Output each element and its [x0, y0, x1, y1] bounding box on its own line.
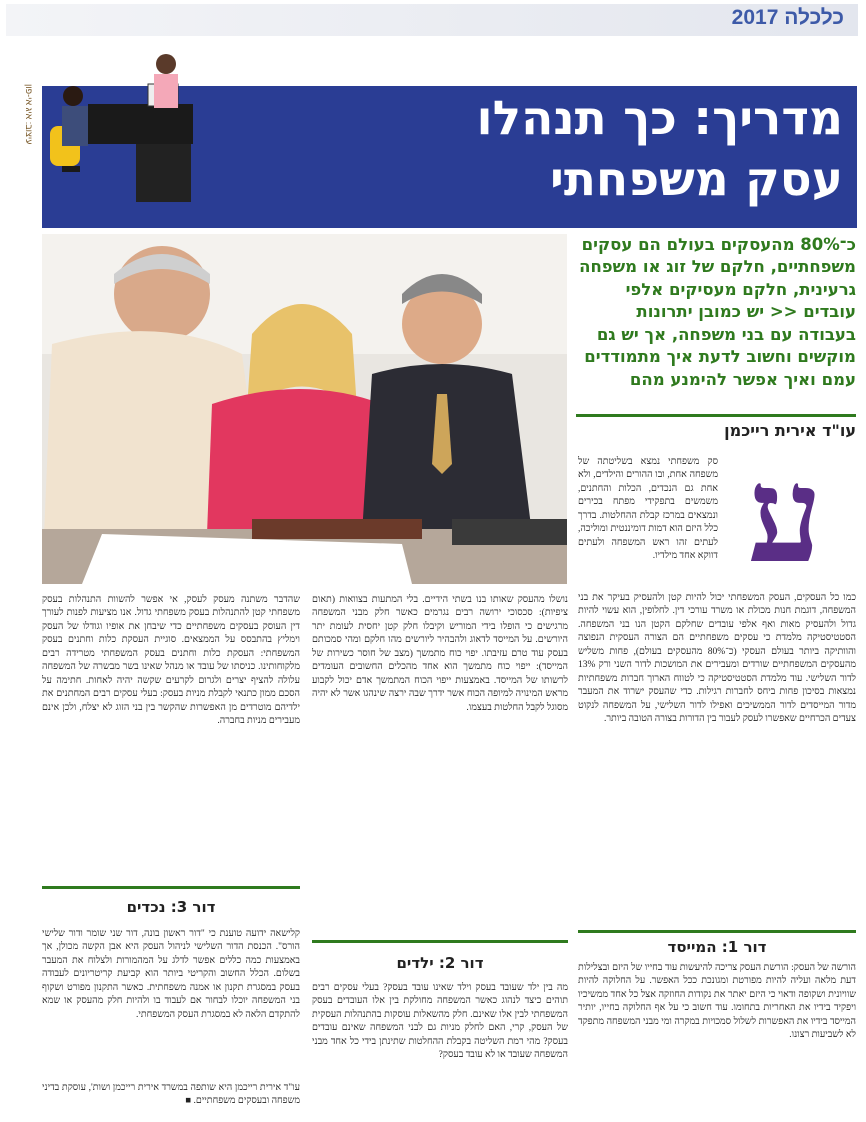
- desk-illustration: [48, 44, 198, 204]
- vertical-credit: עיצוב: איג אי-פון: [24, 84, 34, 145]
- article-photo: [42, 234, 567, 584]
- gen3-heading: [42, 898, 300, 916]
- gen2-title: דור 2: ילדים: [396, 954, 484, 972]
- gen1-text: הורשה של העסק: הורשת העסק צריכה להיעשות עוד בחייו של היזם ובצלילות דעת מלאה ועליה להיות מפורטת ומגונכת ככל האפשר. על החלוקה להיות שוויונית ושקופה ודאוי כי היזם יאתר את נקודות החוזקה אצל כל אחד ממשיכיו ויפקיד בידיו את האחריות בתחומו. עוד חשוב כי על אף החלוקה בחייו, יותיר המייסד בידיו את האפשרות לשלול סמכויות במקרה ומי מבני המשפחה מתפקד לא לשביעות רצונו.: [578, 963, 856, 1041]
- gen2-heading: [312, 954, 568, 972]
- drop-cap: ע: [747, 438, 823, 593]
- headline: [243, 88, 843, 210]
- gen1-title: דור 1: המייסד: [667, 938, 767, 956]
- gen2-rule: [312, 940, 568, 943]
- right-column-text: כמו כל העסקים, העסק המשפחתי יכול להיות קטן ולהעסיק בעיקר את בני המשפחה, דוגמת חנות מכולת או משרד עורכי דין. לחלופין, הוא עשוי להיות גדול ולהעסיק מאות ואף אלפי עובדים שחלקם הקטן הנו בני המשפחה. הסטטיסטיקה מלמדת כי עסקים משפחתיים הם הצורה העסקית הנפוצה והוותיקה ביותר בעולם העסקי (כ־80% מהעסקים בעולם), פחות משליש מהעסקים המשפחתיים שורדים ומעבירים את המושכות לדור השני ורק 13% לדור השלישי. עוד מלמדת הסטטיסטיקה כי לטווח הארוך חברות משפחתיות נמצאות בסיכון פחות ביחס לחברות רגילות. כדי שהעסק ישרוד את המעבר מדור המייסדים לדור הממשיכים ואפילו לדור השלישי, על המשפחה לנקוט צעדים הכרחיים שאפשרו לעסק לעבור בין הדורות בצורה הטובה ביותר.: [578, 593, 856, 725]
- headline-line-1: מדריך: כך תנהלו: [476, 91, 843, 146]
- section-label: כלכלה 2017: [731, 6, 844, 29]
- author-byline: עו"ד אירית רייכמן: [576, 414, 856, 440]
- gen1-heading: [578, 938, 856, 956]
- middle-column-text: נושלו מהעסק שאותו בנו בשתי הידיים. בלי המתעות בצוואות (תאום ציפיות): סכסוכי ירושה רבים נגרמים כאשר חלק מבני המשפחה מרגישים כי הופלו בידי המוריש וקיבלו חלק קטן יחסית לעומת יתר היורשים. על המייסד לדאוג ולהבהיר ליורשים מהו חלקם ומהי סמכותם בעסק עוד טרם עזיבתו. יפוי כוח מתמשך (מצב של חוסר כשירות של המייסד): ייפוי כוח מתמשך הוא אחד מהכלים החשובים העומדים לרשותו של המייסד. באמצעות ייפוי הכוח המתמשך אדם יכול לקבוע מראש המינויה למיופה הכוח אשר ידרך שבה ירצה שינהגו אשר לא יהיה מסוגל לקבל החלטות בעצמו.: [312, 595, 568, 713]
- author-signature: עו"ד אירית רייכמן היא שותפה במשרד אירית רייכמן ושות', עוסקת בדיני משפחה ובעסקים משפחתיים. ■: [42, 1083, 300, 1107]
- gen3-text: קלישאה ידועה טוענת כי "דור ראשון בונה, דור שני שומר ודור שלישי הורס". הכנסת הדור השלישי לניהול העסק היא אבן הקשה מכולן, אך באמצעות כמה כללים אפשר לדלג על המהמורות ולצלוח את המעבר בשלום. הכלל החשוב והקריטי ביותר הוא קביעת קריטריונים לעבודה בעסק במסגרת תקנון או אמנה משפחתית. כאשר התקנון מפורט ושקוף בני המשפחה יוכלו לבחור אם לעבוד בו ולהיות חלק מהעסק או שמא להתקדם הלאה לא במסגרת העסק המשפחתי.: [42, 929, 300, 1020]
- gen3-rule: [42, 886, 300, 889]
- top-bar: [6, 4, 858, 36]
- left-column-text: שהדבר משתנה מעסק לעסק, אי אפשר להשוות התנהלות בעסק משפחתי קטן להתנהלות בעסק משפחתי גדול. אנו מציעות לפנות לעורך דין העוסק בעסקים משפחתיים כדי שיבחן את אופיו וגודלו של העסק וימליץ בהתבסס על הממצאים. סוגיית העסקת כלות וחתנים בעסק המשפחתי: העסקת כלות וחתנים בעסק המשפחתי מטרידה רבים מלקוחותינו. כניסתו של עובד או מנהל שאינו בשר מבשרה של המשפחה עלולה להציף יצרים ולגרום לקרעים שקשה יהיה לאחות. חתימה על הסכם ממון כתנאי לקבלת מניות בעסק: בעלי עסקים רבים המחתנים את ילדיהם מוטרדים מן האפשרות שהקשר בין בני הזוג לא יצלח, ולכן אינם מעבירים מניות בחברה.: [42, 595, 300, 727]
- gen1-rule: [578, 930, 856, 933]
- intro-text: סק משפחתי נמצא בשליטתה של משפחה אחת, ובו ההורים והילדים, ולא אחת גם הנכדים, הכלות והחתנים, משמשים בתפקידי מפתח בכירים ונמצאים במרכז קבלת ההחלטות. בדרך כלל היזם הוא דמות דומיננטית ומוליכה, לעתים זהו ראש המשפחה ולעתים דווקא אחד מילדיו.: [578, 457, 718, 562]
- gen2-text: מה בין ילד שעובד בעסק וילד שאינו עובד בעסק? בעלי עסקים רבים תוהים כיצד לנהוג כאשר המשפחה מחולקת בין אלו העובדים בעסק המשפחתי לבין אלו שאינם. חלק מהשאלות עוסקות בהתנהלות העסקית של העסק, קרי, האם לחלק מניות גם לבני המשפחה שאינם עובדים בעסק? מהי רמת השליטה בקבלת ההחלטות שתינתן בידי כל אחד מבני המשפחה שעובד או לא עובד בעסק?: [312, 983, 568, 1061]
- gen3-title: דור 3: נכדים: [126, 898, 216, 916]
- lead-paragraph: כ־80% מהעסקים בעולם הם עסקים משפחתיים, חלקם של זוג או משפחה גרעינית, חלקם מעסיקים אלפי עובדים << יש כמובן יתרונות בעבודה עם בני משפחה, אך יש גם מוקשים וחשוב לדעת איך מתמודדים עמם ואיך אפשר להימנע מהם: [579, 235, 856, 389]
- headline-line-2: עסק משפחתי: [549, 152, 843, 208]
